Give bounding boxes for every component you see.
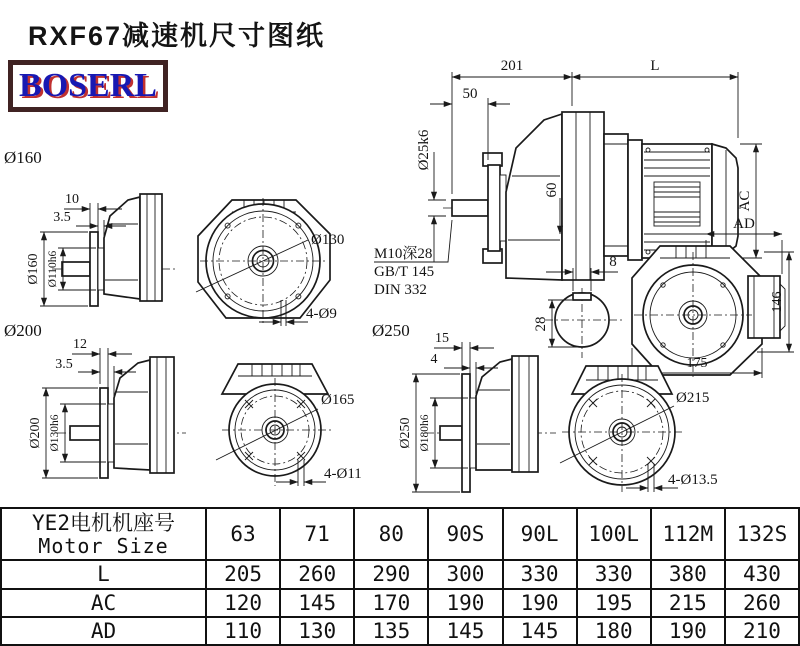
dim-spigot-depth: 4 [430, 352, 438, 367]
motor-size-80: 80 [354, 508, 428, 560]
cell-AD-63: 110 [206, 617, 280, 645]
dim-spigot-depth: 3.5 [55, 357, 73, 372]
dim-flange-thickness: 10 [65, 192, 79, 207]
row-label-AD: AD [1, 617, 206, 645]
dim-flange-thickness: 12 [73, 337, 87, 352]
cell-AC-90s: 190 [428, 589, 502, 617]
dim-motor-length: L [650, 58, 660, 74]
dim-bolt-circle: Ø130 [311, 232, 345, 248]
dim-shaft-dia: Ø25k6 [416, 129, 432, 171]
dim-spigot-dia: Ø110h6 [47, 250, 59, 288]
flange-160-front-view [196, 198, 344, 326]
dim-spigot-dia: Ø130h6 [49, 414, 61, 452]
motor-size-112m: 112M [651, 508, 725, 560]
row-label-L: L [1, 560, 206, 588]
note-gb-standard: GB/T 145 [374, 264, 435, 280]
table-header-row [1, 508, 799, 560]
motor-dimension-table [0, 507, 800, 646]
flange-200-front-view [216, 364, 362, 486]
cell-L-90s: 300 [428, 560, 502, 588]
dim-motor-dia: AC [737, 190, 753, 212]
dim-key-width: 8 [609, 254, 617, 270]
cell-AC-71: 145 [280, 589, 354, 617]
motor-size-90s: 90S [428, 508, 502, 560]
row-label-AC: AC [1, 589, 206, 617]
dim-bolt-circle: Ø165 [321, 392, 355, 408]
shaft-end-note [374, 220, 452, 298]
dim-flange-dia: Ø200 [28, 417, 43, 449]
motor-size-header-en: Motor Size [38, 533, 169, 558]
dim-center-height: 60 [544, 182, 560, 198]
flange-250-side-view [372, 321, 556, 492]
motor-size-100l: 100L [577, 508, 651, 560]
flange-200-title: Ø200 [4, 321, 42, 340]
cell-L-112m: 380 [651, 560, 725, 588]
dim-flange-dia: Ø160 [26, 253, 41, 285]
page-title: RXF67减速机尺寸图纸 [28, 21, 326, 51]
dim-flange-thickness: 15 [435, 331, 449, 346]
cell-AC-63: 120 [206, 589, 280, 617]
dim-height-146: 146 [770, 291, 785, 313]
cell-L-90l: 330 [503, 560, 577, 588]
dim-shaft-length: 50 [462, 86, 478, 102]
dim-width-175: 175 [686, 356, 708, 371]
dim-gear-unit-length: 201 [500, 58, 524, 74]
table-row-AC [1, 589, 799, 617]
motor-size-header [1, 508, 206, 560]
dim-flange-dia: Ø250 [398, 417, 413, 449]
cell-AC-132s: 260 [725, 589, 799, 617]
flange-250-title: Ø250 [372, 321, 410, 340]
brand-logo-text: BOSERL [19, 67, 157, 104]
cell-AD-112m: 190 [651, 617, 725, 645]
dim-section-height: 28 [533, 316, 549, 332]
flange-250-front-view [560, 366, 718, 492]
motor-size-71: 71 [280, 508, 354, 560]
motor-size-132s: 132S [725, 508, 799, 560]
motor-size-63: 63 [206, 508, 280, 560]
cell-L-80: 290 [354, 560, 428, 588]
cell-AC-80: 170 [354, 589, 428, 617]
cell-AD-100l: 180 [577, 617, 651, 645]
cell-AD-90l: 145 [503, 617, 577, 645]
dim-bolt-circle: Ø215 [676, 390, 710, 406]
dim-spigot-dia: Ø180h6 [419, 414, 431, 452]
dim-bolt-holes: 4-Ø11 [324, 466, 362, 482]
cell-AD-80: 135 [354, 617, 428, 645]
flange-160-title: Ø160 [4, 148, 42, 167]
cell-AD-132s: 210 [725, 617, 799, 645]
flange-200-side-view [4, 321, 186, 478]
cell-L-63: 205 [206, 560, 280, 588]
cell-AC-112m: 215 [651, 589, 725, 617]
cell-AD-71: 130 [280, 617, 354, 645]
table-row-L [1, 560, 799, 588]
cell-AD-90s: 145 [428, 617, 502, 645]
motor-size-90l: 90L [503, 508, 577, 560]
table-row-AD [1, 617, 799, 645]
cell-AC-100l: 195 [577, 589, 651, 617]
cell-AC-90l: 190 [503, 589, 577, 617]
dim-bolt-holes: 4-Ø9 [306, 306, 337, 322]
cell-L-132s: 430 [725, 560, 799, 588]
dim-bolt-holes: 4-Ø13.5 [668, 472, 718, 488]
note-thread: M10深28 [374, 246, 433, 262]
dim-terminal-box: AD [733, 216, 755, 232]
motor-size-header-cn: YE2电机机座号 [32, 510, 175, 535]
dim-spigot-depth: 3.5 [53, 210, 71, 225]
note-din-standard: DIN 332 [374, 282, 427, 298]
cell-L-100l: 330 [577, 560, 651, 588]
flange-160-side-view [4, 148, 178, 306]
cell-L-71: 260 [280, 560, 354, 588]
